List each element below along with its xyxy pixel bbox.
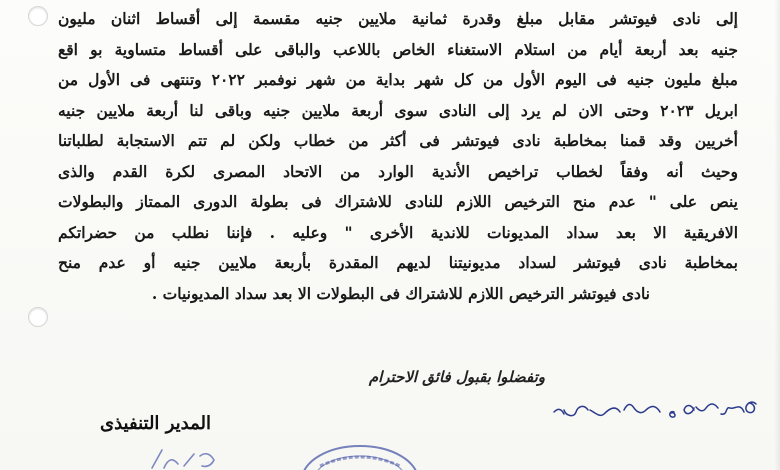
letter-line: أخريين وقد قمنا بمخاطبة نادى فيوتشر فى أكثر من خطاب ولكن لم تتم الاستجابة لطلباتنا	[58, 131, 738, 150]
letter-body	[58, 0, 738, 309]
letter-line: نادى فيوتشر الترخيص اللازم للاشتراك فى البطولات الا بعد سداد المديونيات .	[151, 283, 650, 303]
letter-line: جنيه بعد أربعة أيام من استلام الاستغناء الخاص باللاعب والباقى على أقساط متساوية بو اقع	[58, 39, 738, 59]
closing-salutation: وتفضلوا بقبول فائق الاحترام	[368, 368, 545, 386]
official-stamp-graphic	[300, 440, 420, 470]
letter-line: الافريقية الا بعد سداد المديونات للاندية الأخرى " وعليه . فإننا نطلب من حضراتكم	[58, 222, 738, 242]
letter-line: ابريل ٢٠٢٣ وحتى الان لم يرد إلى النادى سوى أربعة ملايين جنيه وباقى لنا أربعة ملايين جنيه	[58, 100, 738, 120]
letter-line: وحيث أنه وفقاً لخطاب تراخيص الأندية الوارد من الاتحاد المصرى لكرة القدم والذى	[58, 161, 738, 181]
signatory-title: المدير التنفيذى	[100, 413, 211, 434]
page-edge-shadow	[774, 0, 780, 470]
letter-line: إلى نادى فيوتشر مقابل مبلغ وقدرة ثمانية ملايين جنيه مقسمة إلى أقساط اثنان مليون	[58, 9, 738, 28]
date-stamp-graphic	[150, 448, 230, 470]
punch-hole	[28, 307, 48, 327]
letter-line: مبلغ مليون جنيه فى اليوم الأول من كل شهر بداية من شهر نوفمبر ٢٠٢٢ وتنتهى فى الأول من	[58, 70, 738, 89]
letter-line: بمخاطبة نادى فيوتشر لسداد مديونيتنا لديهم المقدرة بأربعة ملايين جنيه أو عدم منح	[58, 253, 738, 272]
handwritten-note-graphic	[548, 390, 773, 430]
punch-hole	[28, 6, 48, 26]
letter-line: ينص على " عدم منح الترخيص اللازم للنادى للاشتراك فى بطولة الدورى الممتاز والبطولات	[58, 192, 738, 211]
